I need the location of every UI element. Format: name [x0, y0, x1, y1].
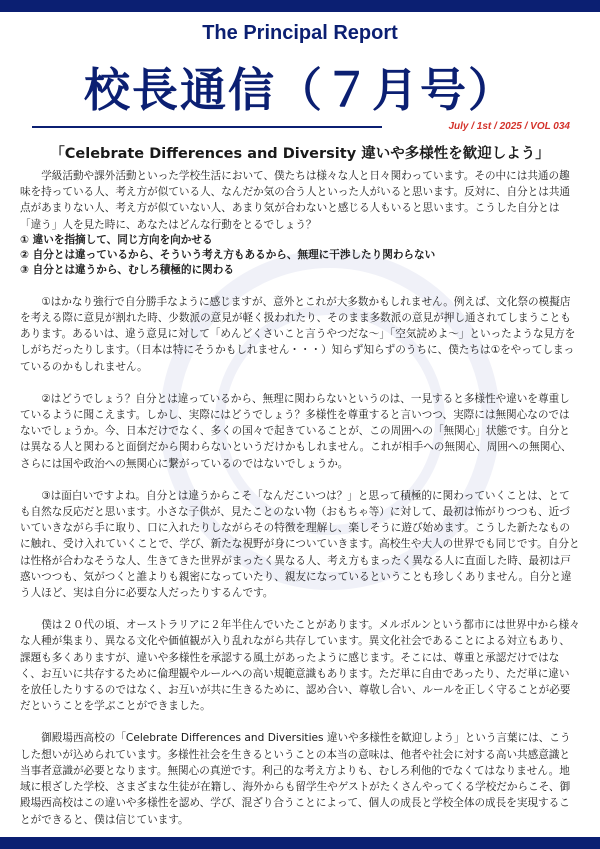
paragraph-1: ①はかなり強行で自分勝手なように感じますが、意外とこれが大多数かもしれません。例えば、文化祭の模擬店を考える際に意見が割れた時、少数派の意見が軽く扱われたり、そのまま多数派の意見が押し通されてしまうこともあります。あるいは、違う意見に対して「めんどくさいこと言うやつだな～」「空気読めよ～」といったような見方をしがちだったりします。（日本は特にそうかもしれません・・・）知らず知らずのうちに、僕たちは①をやってしまっているのかもしれません。: [20, 295, 576, 373]
option-item: ② 自分とは違っているから、そういう考え方もあるから、無理に干渉したり関わらない: [20, 248, 436, 261]
option-list: [20, 233, 580, 278]
paragraph-4: 僕は２０代の頃、オーストラリアに２年半住んでいたことがあります。メルボルンという都市には世界中から様々な人種が集まり、異なる文化や価値観が入り乱れながら共存しています。異文化社会であることによる対立もあり、課題も多くありますが、違いや多様性を承認する風土があったように感じます。そこには、尊重と承認だけではなく、お互いに共存するために倫理観やルールへの高い規範意識もあります。ただ単に自由であったり、ただ単に違いを放任したりするのではなく、お互いが共に生きるために、認め合い、尊敬し合い、ルールを正しく守ることが必要だということを学ぶことができました。: [20, 619, 580, 713]
headline: 「Celebrate Differences and Diversity 違いや多様性を歓迎しよう」: [50, 146, 550, 162]
option-item: ① 違いを指摘して、同じ方向を向かせる: [20, 233, 213, 246]
option-item: ③ 自分とは違うから、むしろ積極的に関わる: [20, 263, 234, 276]
header-divider: [32, 126, 382, 128]
paragraph-5: 御殿場西高校の「Celebrate Differences and Diversities 違いや多様性を歓迎しよう」という言葉には、こうした想いが込められています。多様性社会を生きるということの本当の意味は、他者や社会に対する高い共感意識と当事者意識が必要となります。無関心の真逆です。利己的な考え方よりも、むしろ利他的でなくてはなりません。地域に根ざした学校、さまざまな生徒が在籍し、海外からも留学生やゲストがたくさんやってくる学校だからこそ、御殿場西高校はこの違いや多様性を認め、学び、混ざり合うことによって、個人の成長と学校全体の成長を実現することができると、僕は信じています。: [20, 732, 571, 826]
top-band: [0, 0, 600, 12]
issue-info: July / 1st / 2025 / VOL 034: [448, 121, 570, 132]
bottom-band: [0, 837, 600, 849]
intro-paragraph: 学級活動や課外活動といった学校生活において、僕たちは様々な人と日々関わっています。その中には共通の趣味を持っている人、考え方が似ている人、なんだか気の合う人といった人がいると思います。反対に、自分とは共通点があまりない人、考え方が似ていない人、あまり気が合わないと感じる人もいると思います。こうした自分とは「違う」人を見た時に、あなたはどんな行動をとるでしょう？: [20, 170, 571, 231]
page-title: 校長通信（７月号）: [84, 63, 516, 117]
series-title: The Principal Report: [202, 22, 398, 44]
paragraph-3: ③は面白いですよね。自分とは違うからこそ「なんだこいつは？」と思って積極的に関わっていくことは、とても自然な反応だと思います。小さな子供が、見たことのない物（おもちゃ等）に対して、最初は怖がりつつも、近づいていきながら手に取り、口に入れたりしながらその特徴を理解し、楽しそうに遊び始めます。こうした新たなものに触れ、受け入れていくことで、学び、新たな視野が身についていきます。高校生や大人の世界でも同じです。自分とは性格が合わなそうな人、生きてきた世界がまったく異なる人、考え方もまったく異なる人に直面した時、最初は戸惑いつつも、気がつくと誰よりも親密になっていたり、親友になっているということも珍しくありません。自分と違う人ほど、実は自分に必要な人だったりするんです。: [20, 489, 580, 600]
article-body: [20, 168, 580, 828]
paragraph-2: ②はどうでしょう？自分とは違っているから、無理に関わらないというのは、一見すると多様性や違いを尊重しているように聞こえます。しかし、実際にはどうでしょう？多様性を尊重すると言いつつ、実際には無関心なのではないでしょうか。今、日本だけでなく、多くの国々で起きていることが、この周囲への「無関心」状態です。自分とは異なる人と関わると面倒だから関わらないというだけかもしれません。これが相手への無関心、周囲への無関心、さらには国や政治への無関心に繋がっているのではないでしょうか。: [20, 392, 572, 470]
